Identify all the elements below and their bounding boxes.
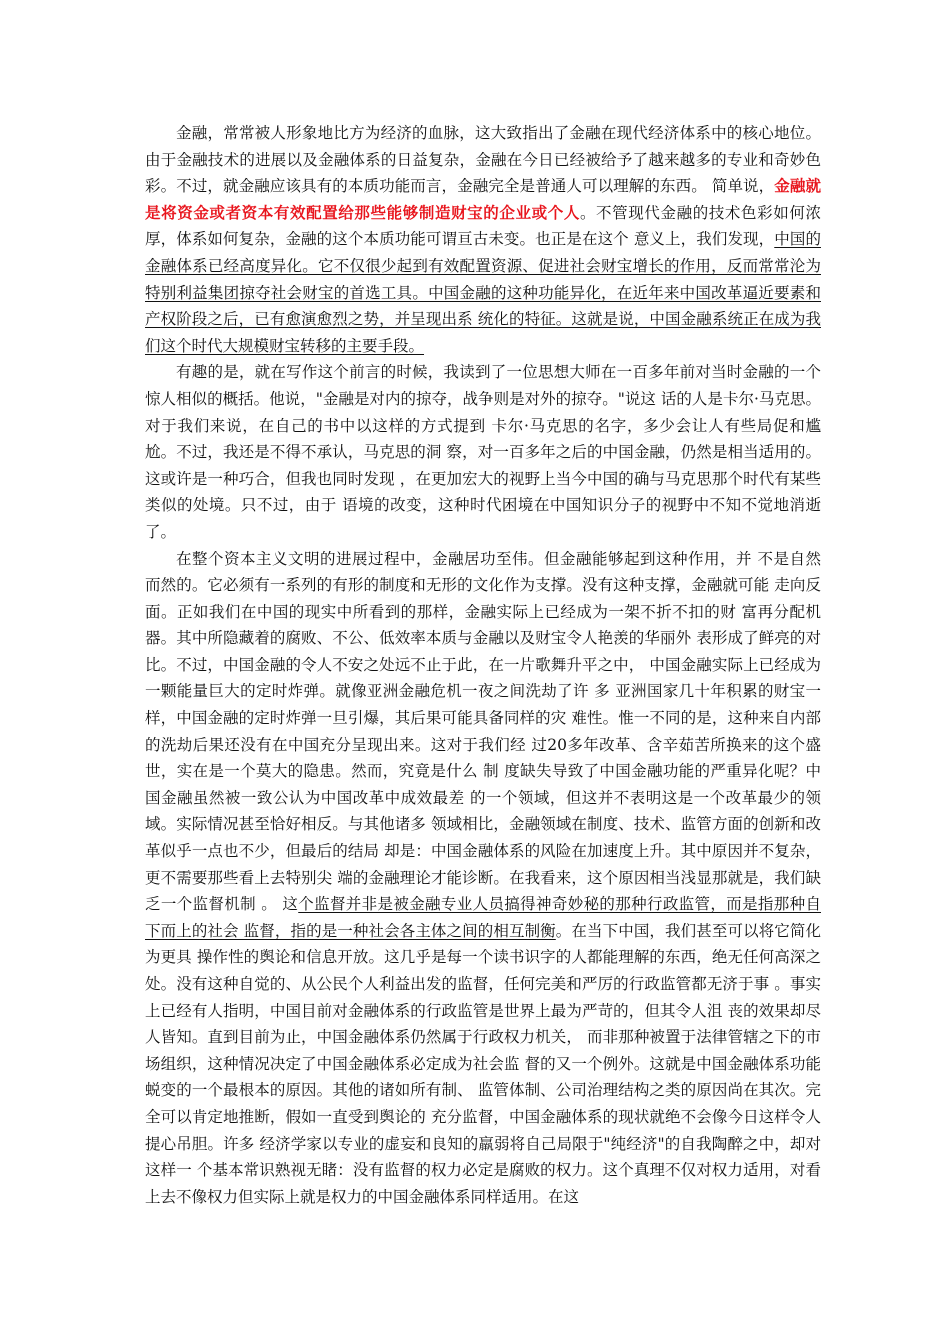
paragraph-3-text-1: 在整个资本主义文明的进展过程中，金融居功至伟。但金融能够起到这种作用，并 不是自然 而然的。它必须有一系列的有形的制度和无形的文化作为支撑。没有这种支撑，金融就可能 走向反面。正如我们在中国的现实中所看到的那样，金融实际上已经成为一架不折不扣的财 富再分配机器。其中所隐藏着的腐败、不公、低效率本质与金融以及财宝令人艳羡的华丽外 表形成了鲜亮的对比。不过，中国金融的令人不安之处远不止于此，在一片歌舞升平之中， 中国金融实际上已经成为一颗能量巨大的定时炸弹。就像亚洲金融危机一夜之间洗劫了许 多 亚洲国家几十年积累的财宝一样，中国金融的定时炸弹一旦引爆，其后果可能具备同样的灾 难性。惟一不同的是，这种来自内部的洗劫后果还没有在中国充分呈现出来。这对于我们经 过20多年改革、含辛茹苦所换来的这个盛世，实在是一个莫大的隐患。然而，究竟是什么 制 度缺失导致了中国金融功能的严重异化呢？中国金融虽然被一致公认为中国改革中成效最差 的一个领域，但这并不表明这是一个改革最少的领域。实际情况甚至恰好相反。与其他诸多 领域相比，金融领域在制度、技术、监管方面的创新和改革似乎一点也不少，但最后的结局 却是：中国金融体系的风险在加速度上升。其中原因并不复杂，更不需要那些看上去特别尖 端的金融理论才能诊断。在我看来，这个原因相当浅显那就是，我们缺乏一个监督机制 。 这	[145, 549, 821, 914]
document-body	[145, 120, 821, 1210]
paragraph-1-text-1: 金融，常常被人形象地比方为经济的血脉，这大致指出了金融在现代经济体系中的核心地位。由于金融技术的进展以及金融体系的日益复杂，金融在今日已经被给予了越来越多的专业和奇妙色彩。不过，就金融应该具有的本质功能而言，金融完全是普通人可以理解的东西。 简单说，	[145, 124, 821, 196]
paragraph-3	[145, 546, 821, 1211]
paragraph-3-text-2: 。在当下中国，我们甚至可以将它简化为更具 操作性的舆论和信息开放。这几乎是每一个读书识字的人都能理解的东西，绝无任何高深之 处。没有这种自觉的、从公民个人利益出发的监督，任何完美和严厉的行政监管都无济于事 。事实上已经有人指明，中国目前对金融体系的行政监管是世界上最为严苛的，但其令人沮 丧的效果却尽人皆知。直到目前为止，中国金融体系仍然属于行政权力机关， 而非那种被置于法律管辖之下的市场组织，这种情况决定了中国金融体系必定成为社会监 督的又一个例外。这就是中国金融体系功能蜕变的一个最根本的原因。其他的诸如所有制、 监管体制、公司治理结构之类的原因尚在其次。完全可以肯定地推断，假如一直受到舆论的 充分监督，中国金融体系的现状就绝不会像今日这样令人提心吊胆。许多 经济学家以专业的虚妄和良知的羸弱将自己局限于"纯经济"的自我陶醉之中，却对这样一 个基本常识熟视无睹：没有监督的权力必定是腐败的权力。这个真理不仅对权力适用，对看 上去不像权力但实际上就是权力的中国金融体系同样适用。在这	[145, 921, 821, 1206]
paragraph-2-text: 有趣的是，就在写作这个前言的时候，我读到了一位思想大师在一百多年前对当时金融的一个惊人相似的概括。他说，"金融是对内的掠夺，战争则是对外的掠夺。"说这 话的人是卡尔·马克思。对于我们来说，在自己的书中以这样的方式提到 卡尔·马克思的名字，多少会让人有些局促和尴尬。不过，我还是不得不承认，马克思的洞 察，对一百多年之后的中国金融，仍然是相当适用的。这或许是一种巧合，但我也同时发现 ，在更加宏大的视野上当今中国的确与马克思那个时代有某些类似的处境。只不过，由于 语境的改变，这种时代困境在中国知识分子的视野中不知不觉地消逝了。	[145, 363, 821, 541]
paragraph-1-text-2: 。不管现代金融的技术色彩如何浓厚，体系如何复杂，金融的这个本质功能可谓亘古未变。也正是在这个 意义上，我们发现，	[145, 203, 821, 249]
paragraph-2	[145, 359, 821, 545]
underlined-passage-1: 中国的金融体系已经高度异化。它不仅很少起到有效配置资源、促进社会财宝增长的作用，反而常常沦为特别利益集团掠夺社会财宝的首选工具。中国金融的这种功能异化，在近年来中国改革逼近要素和产权阶段之后，已有愈演愈烈之势，并呈现出系 统化的特征。这就是说，中国金融系统正在成为我们这个时代大规模财宝转移的主要手段。	[145, 230, 821, 355]
underlined-passage-2: 个监督并非是被金融专业人员搞得神奇妙秘的那种行政监管，而是指那种自下而上的社会 监督，指的是一种社会各主体之间的相互制衡	[145, 895, 821, 940]
paragraph-1	[145, 120, 821, 359]
highlighted-definition: 金融就是将资金或者资本有效配置给那些能够制造财宝的企业或个人	[145, 176, 821, 222]
